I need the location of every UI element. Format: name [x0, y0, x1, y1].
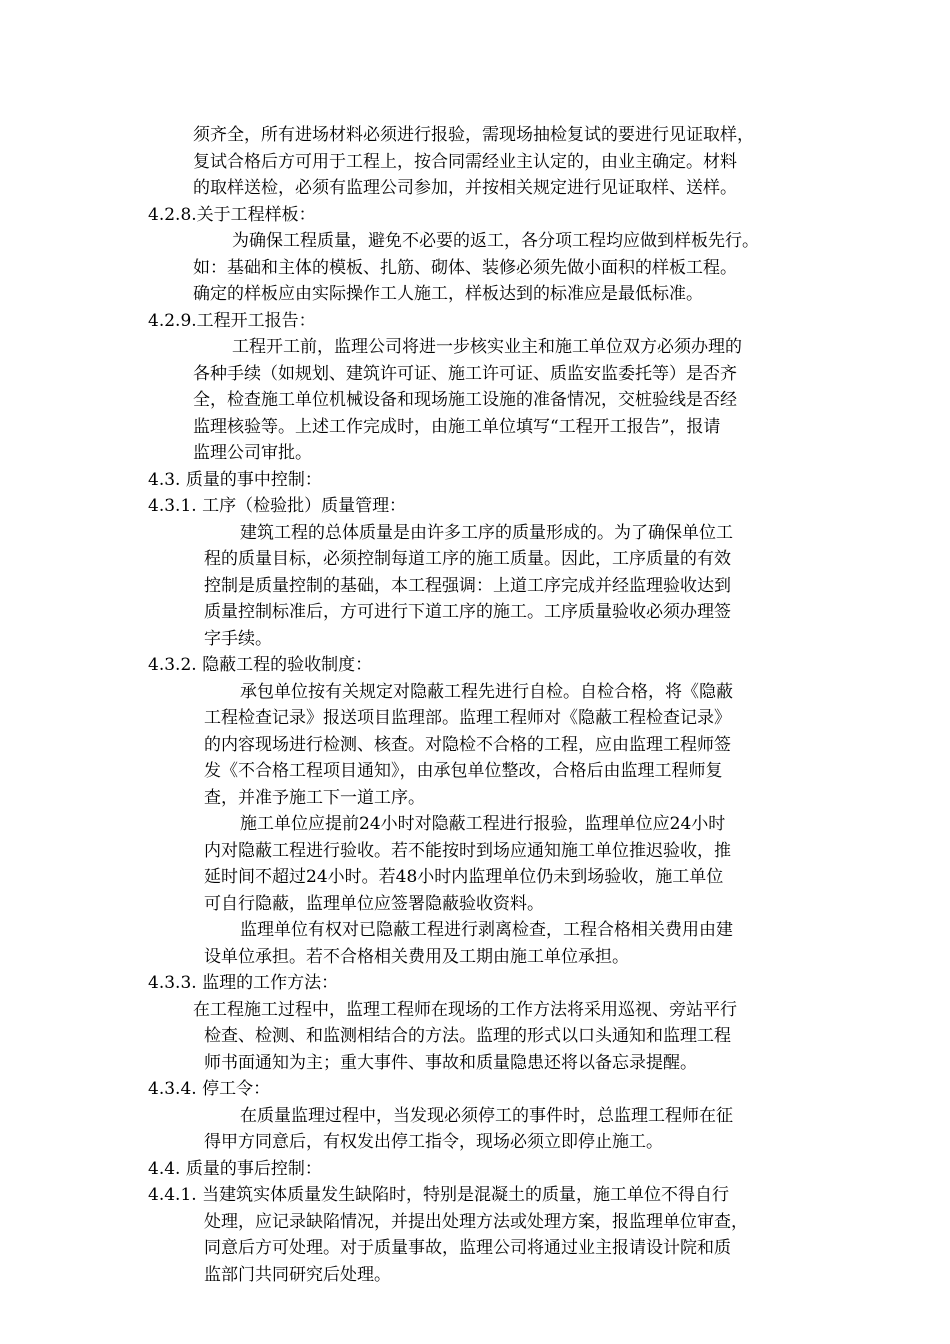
text-line	[0, 997, 950, 1024]
text-line-content: 监理单位有权对已隐蔽工程进行剥离检查，工程合格相关费用由建	[240, 920, 733, 940]
text-line-content: 程的质量目标，必须控制每道工序的施工质量。因此，工序质量的有效	[204, 549, 731, 569]
text-line-content: 确定的样板应由实际操作工人施工，样板达到的标准应是最低标准。	[193, 284, 703, 304]
text-line-content: 控制是质量控制的基础，本工程强调：上道工序完成并经监理验收达到	[204, 575, 731, 596]
text-line-content: 施工单位应提前24小时对隐蔽工程进行报验，监理单位应24小时	[240, 814, 726, 834]
text-line	[0, 255, 950, 282]
text-line-content: 在质量监理过程中，当发现必须停工的事件时，总监理工程师在征	[240, 1105, 733, 1126]
document-body	[0, 122, 950, 1288]
text-line	[0, 652, 950, 679]
text-line-content: 4.3. 质量的事中控制：	[148, 469, 322, 490]
text-line	[0, 387, 950, 414]
text-line	[0, 1103, 950, 1130]
text-line-content: 工程开工前，监理公司将进一步核实业主和施工单位双方必须办理的	[232, 337, 742, 357]
text-line	[0, 361, 950, 388]
text-line-content: 查，并准予施工下一道工序。	[204, 787, 425, 808]
text-line-content: 各种手续（如规划、建筑许可证、施工许可证、质监安监委托等）是否齐	[193, 363, 737, 384]
text-line-content: 质量控制标准后，方可进行下道工序的施工。工序质量验收必须办理签	[204, 602, 731, 622]
text-line	[0, 970, 950, 997]
text-line	[0, 202, 950, 229]
text-line	[0, 493, 950, 520]
text-line	[0, 705, 950, 732]
text-line-content: 复试合格后方可用于工程上，按合同需经业主认定的，由业主确定。材料	[193, 151, 737, 172]
text-line-content: 监理公司审批。	[193, 443, 312, 463]
text-line-content: 师书面通知为主；重大事件、事故和质量隐患还将以备忘录提醒。	[204, 1052, 697, 1073]
text-line	[0, 1076, 950, 1103]
text-line	[0, 732, 950, 759]
text-line	[0, 281, 950, 308]
text-line	[0, 785, 950, 812]
text-line	[0, 1182, 950, 1209]
text-line-content: 如：基础和主体的模板、扎筋、砌体、装修必须先做小面积的样板工程。	[193, 257, 737, 278]
text-line-content: 承包单位按有关规定对隐蔽工程先进行自检。自检合格，将《隐蔽	[240, 681, 733, 702]
text-line-content: 监理核验等。上述工作完成时，由施工单位填写“工程开工报告”，报请	[193, 416, 721, 437]
text-line-content: 4.4.1. 当建筑实体质量发生缺陷时，特别是混凝土的质量，施工单位不得自行	[148, 1185, 730, 1205]
text-line-content: 内对隐蔽工程进行验收。若不能按时到场应通知施工单位推迟验收，推	[204, 840, 731, 861]
text-line-content: 4.2.8.关于工程样板：	[148, 204, 316, 225]
text-line-content: 建筑工程的总体质量是由许多工序的质量形成的。为了确保单位工	[240, 522, 733, 543]
text-line	[0, 1129, 950, 1156]
text-line-content: 发《不合格工程项目通知》，由承包单位整改，合格后由监理工程师复	[204, 761, 723, 781]
text-line-content: 为确保工程质量，避免不必要的返工，各分项工程均应做到样板先行。	[232, 231, 759, 251]
text-line	[0, 308, 950, 335]
text-line	[0, 599, 950, 626]
text-line	[0, 520, 950, 547]
text-line-content: 4.3.1. 工序（检验批）质量管理：	[148, 496, 407, 516]
text-line	[0, 1262, 950, 1289]
text-line	[0, 546, 950, 573]
text-line	[0, 864, 950, 891]
text-line-content: 可自行隐蔽，监理单位应签署隐蔽验收资料。	[204, 893, 544, 914]
text-line	[0, 122, 950, 149]
text-line-content: 须齐全，所有进场材料必须进行报验，需现场抽检复试的要进行见证取样，	[193, 125, 754, 145]
text-line	[0, 626, 950, 653]
text-line	[0, 1209, 950, 1236]
text-line-content: 同意后方可处理。对于质量事故，监理公司将通过业主报请设计院和质	[204, 1238, 731, 1258]
text-line-content: 的内容现场进行检测、核查。对隐检不合格的工程，应由监理工程师签	[204, 734, 731, 755]
text-line	[0, 334, 950, 361]
text-line-content: 工程检查记录》报送项目监理部。监理工程师对《隐蔽工程检查记录》	[204, 708, 731, 728]
text-line-content: 4.4. 质量的事后控制：	[148, 1158, 322, 1179]
text-line	[0, 467, 950, 494]
text-line	[0, 838, 950, 865]
text-line-content: 设单位承担。若不合格相关费用及工期由施工单位承担。	[204, 946, 629, 967]
text-line-content: 得甲方同意后，有权发出停工指令，现场必须立即停止施工。	[204, 1132, 663, 1152]
text-line	[0, 228, 950, 255]
text-line-content: 延时间不超过24小时。若48小时内监理单位仍未到场验收，施工单位	[204, 867, 724, 887]
text-line	[0, 1156, 950, 1183]
text-line	[0, 917, 950, 944]
text-line-content: 4.3.2. 隐蔽工程的验收制度：	[148, 655, 373, 675]
text-line	[0, 414, 950, 441]
text-line-content: 监部门共同研究后处理。	[204, 1264, 391, 1285]
text-line-content: 4.3.3. 监理的工作方法：	[148, 973, 339, 993]
text-line-content: 字手续。	[204, 628, 272, 649]
text-line	[0, 679, 950, 706]
text-line	[0, 149, 950, 176]
text-line-content: 全，检查施工单位机械设备和现场施工设施的准备情况，交桩验线是否经	[193, 390, 737, 410]
text-line	[0, 758, 950, 785]
text-line-content: 检查、检测、和监测相结合的方法。监理的形式以口头通知和监理工程	[204, 1026, 731, 1046]
text-line	[0, 944, 950, 971]
text-line	[0, 440, 950, 467]
text-line	[0, 891, 950, 918]
text-line	[0, 811, 950, 838]
text-line-content: 4.3.4. 停工令：	[148, 1079, 271, 1099]
text-line-content: 处理，应记录缺陷情况，并提出处理方法或处理方案，报监理单位审查，	[204, 1211, 748, 1232]
text-line	[0, 1050, 950, 1077]
text-line	[0, 573, 950, 600]
text-line	[0, 175, 950, 202]
text-line	[0, 1235, 950, 1262]
text-line-content: 在工程施工过程中，监理工程师在现场的工作方法将采用巡视、旁站平行	[193, 999, 737, 1020]
text-line-content: 4.2.9.工程开工报告：	[148, 310, 316, 331]
text-line-content: 的取样送检，必须有监理公司参加，并按相关规定进行见证取样、送样。	[193, 178, 737, 198]
text-line	[0, 1023, 950, 1050]
